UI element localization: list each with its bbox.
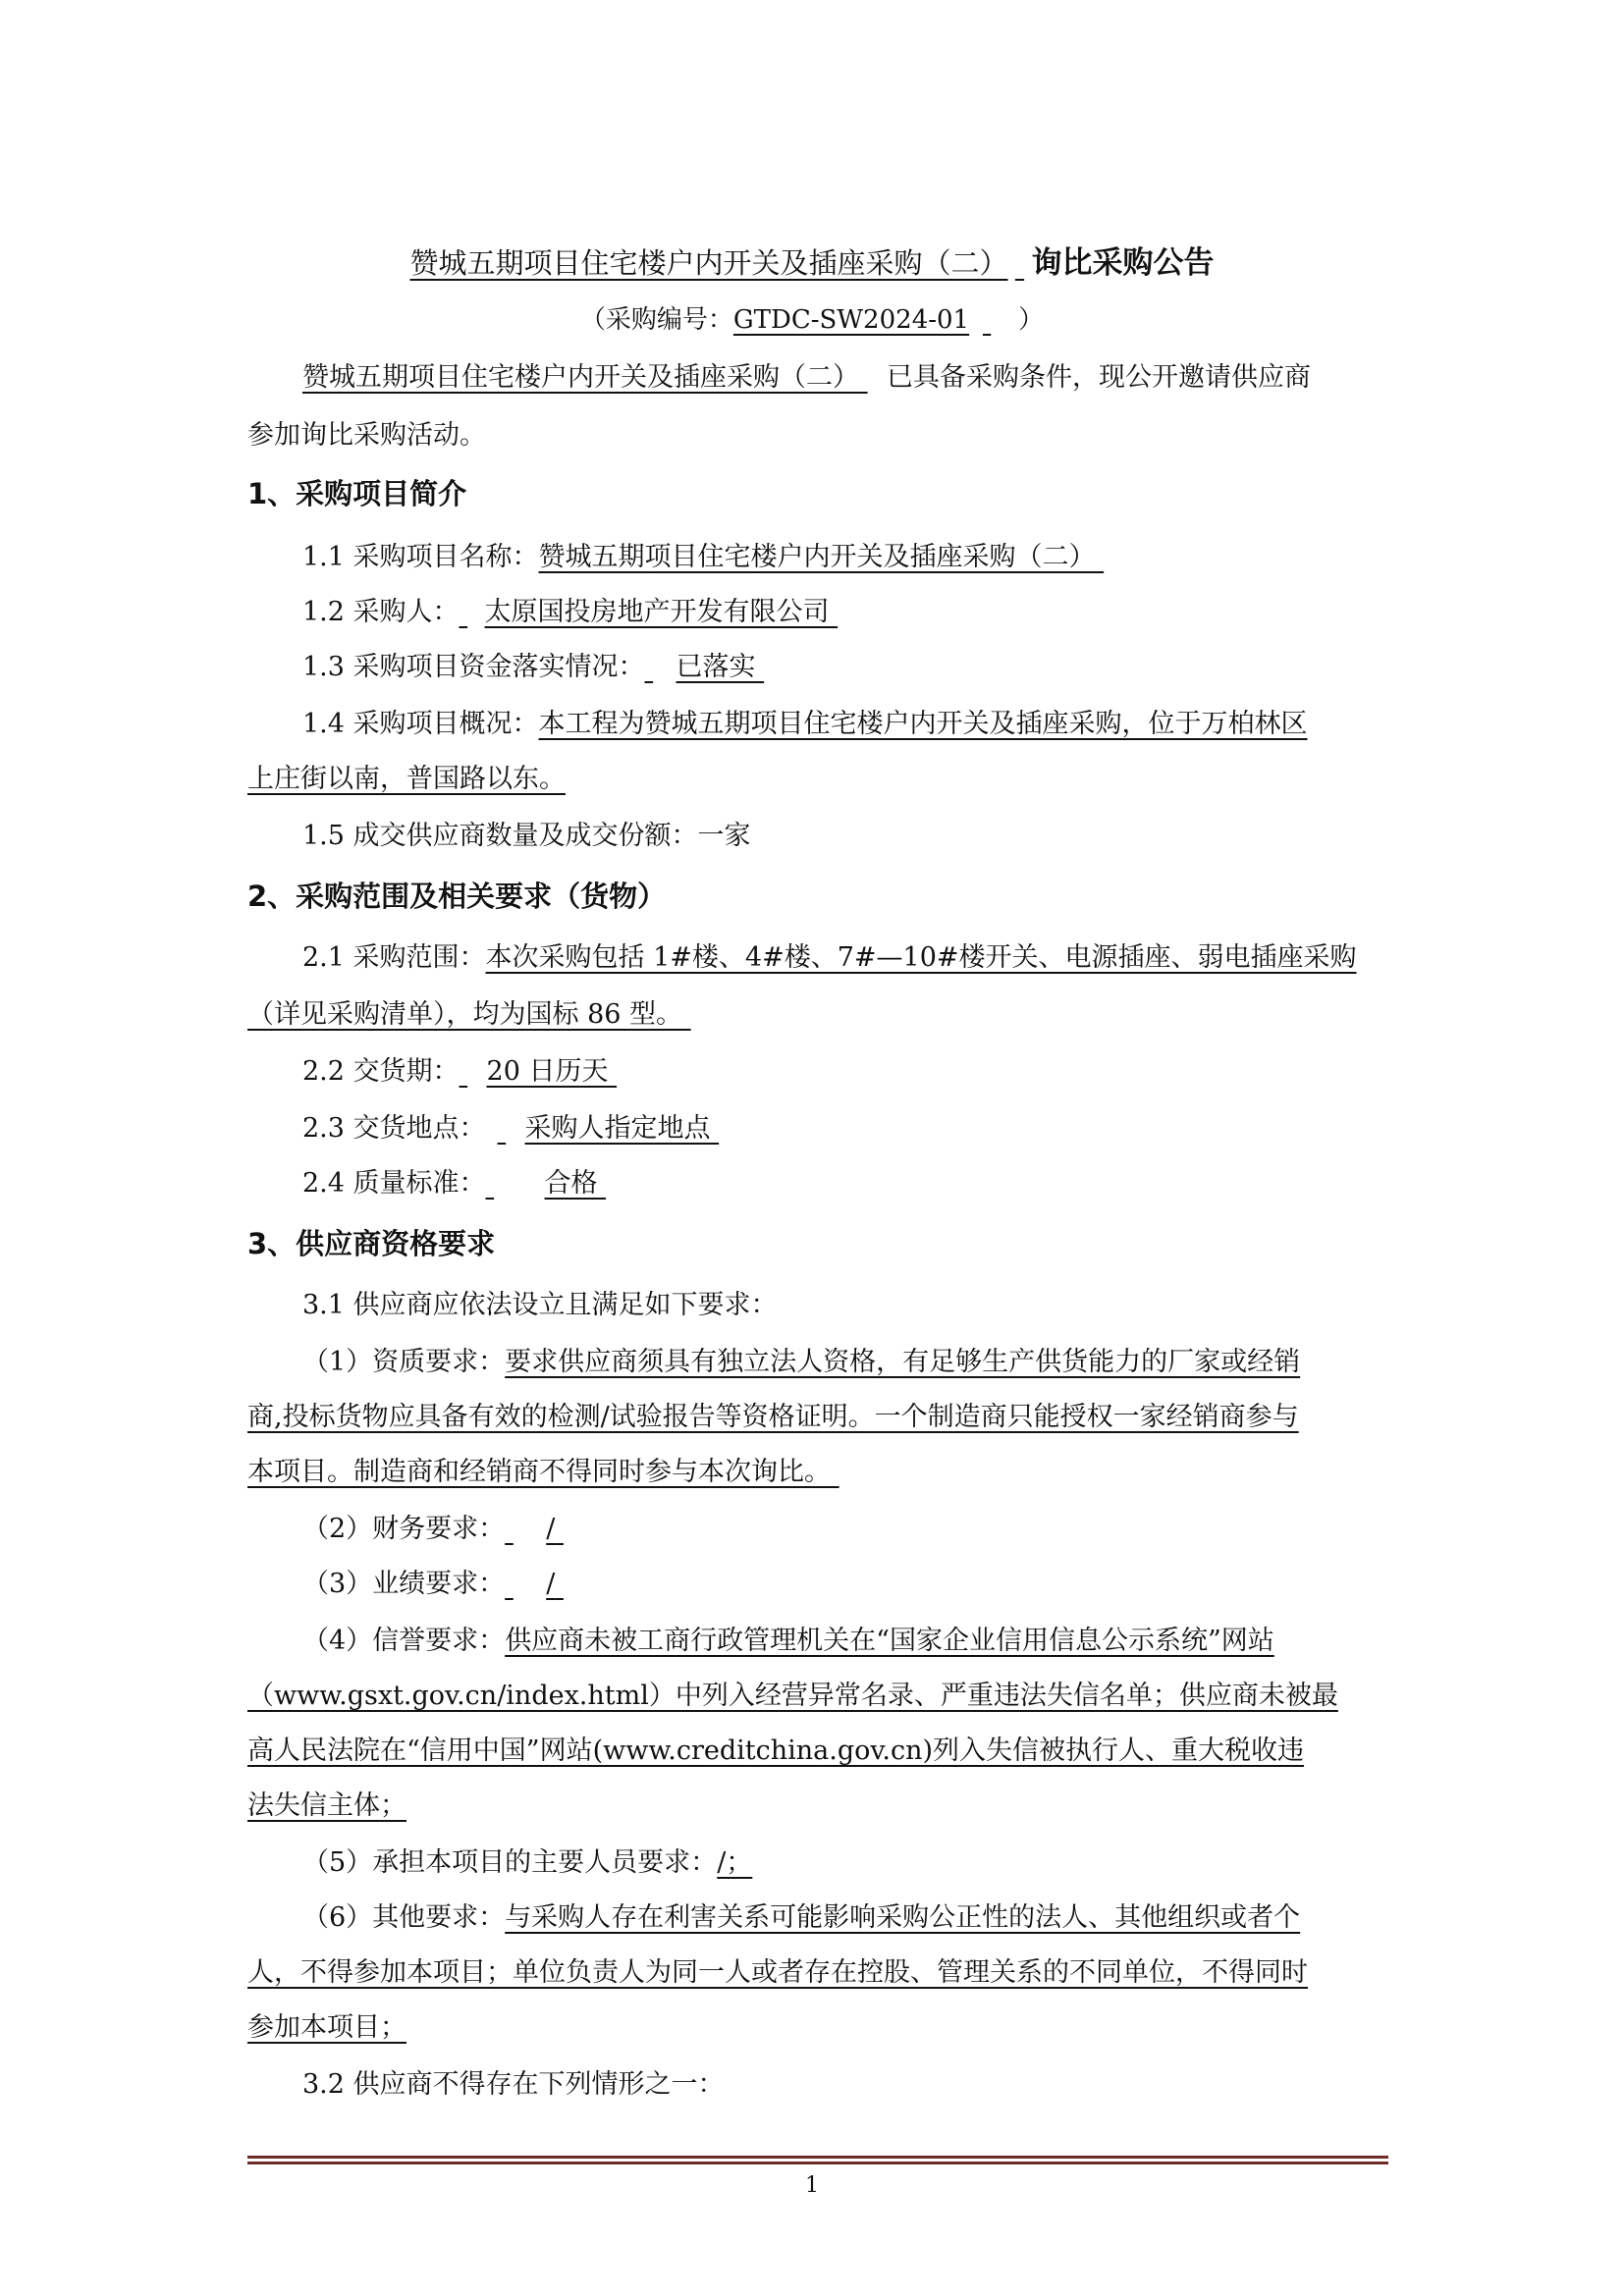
section1-heading: 1、采购项目简介 [247, 477, 467, 510]
req-3: （3）业绩要求： / [302, 1569, 556, 1599]
item-1-2: 1.2 采购人： 太原国投房地产开发有限公司 [302, 597, 830, 627]
item-2-2: 2.2 交货期： 20 日历天 [302, 1056, 609, 1087]
req-4-cont-2: 高人民法院在“信用中国”网站(www.creditchina.gov.cn)列入失信被执行人、重大税收违 [247, 1735, 1305, 1766]
req-2: （2）财务要求： / [302, 1514, 556, 1544]
req-1: （1）资质要求：要求供应商须具有独立法人资格，有足够生产供货能力的厂家或经销 [302, 1347, 1301, 1377]
intro-paragraph-cont: 参加询比采购活动。 [247, 420, 486, 451]
item-2-1: 2.1 采购范围：本次采购包括 1#楼、4#楼、7#—10#楼开关、电源插座、弱电插座采购 [302, 942, 1357, 973]
req-1-cont-2: 本项目。制造商和经销商不得同时参与本次询比。 [247, 1457, 831, 1487]
title-project-name: 赞城五期项目住宅楼户内开关及插座采购（二） [409, 246, 1008, 280]
req-5: （5）承担本项目的主要人员要求：/； [302, 1847, 753, 1878]
intro-paragraph: 赞城五期项目住宅楼户内开关及插座采购（二） 已具备采购条件，现公开邀请供应商 [302, 362, 1311, 393]
title-suffix: 询比采购公告 [1031, 245, 1215, 281]
item-2-1-cont: （详见采购清单），均为国标 86 型。 [247, 999, 683, 1030]
item-2-4: 2.4 质量标准： 合格 [302, 1168, 598, 1199]
footer-rule-secondary [247, 2162, 1388, 2164]
document-title [0, 241, 1624, 285]
req-4-cont-1: （www.gsxt.gov.cn/index.html）中列入经营异常名录、严重违法失信名单；供应商未被最 [247, 1681, 1338, 1711]
item-1-5: 1.5 成交供应商数量及成交份额：一家 [302, 821, 751, 851]
section2-heading: 2、采购范围及相关要求（货物） [247, 880, 667, 913]
procurement-number: （采购编号：GTDC-SW2024-01 ） [579, 305, 1045, 335]
item-3-2: 3.2 供应商不得存在下列情形之一： [302, 2069, 725, 2100]
item-2-3: 2.3 交货地点： 采购人指定地点 [302, 1113, 711, 1144]
item-1-3: 1.3 采购项目资金落实情况： 已落实 [302, 652, 756, 682]
item-1-4: 1.4 采购项目概况：本工程为赞城五期项目住宅楼户内开关及插座采购，位于万柏林区 [302, 709, 1308, 739]
item-1-4-cont: 上庄街以南，普国路以东。 [247, 764, 566, 794]
req-1-cont-1: 商,投标货物应具备有效的检测/试验报告等资格证明。一个制造商只能授权一家经销商参与 [247, 1402, 1299, 1432]
item-1-1: 1.1 采购项目名称：赞城五期项目住宅楼户内开关及插座采购（二） [302, 542, 1096, 572]
req-6-cont-1: 人，不得参加本项目；单位负责人为同一人或者存在控股、管理关系的不同单位，不得同时 [247, 1957, 1308, 1988]
procurement-code: GTDC-SW2024-01 [732, 305, 970, 335]
req-4: （4）信誉要求：供应商未被工商行政管理机关在“国家企业信用信息公示系统”网站 [302, 1626, 1274, 1656]
req-6-cont-2: 参加本项目； [247, 2012, 406, 2043]
section3-heading: 3、供应商资格要求 [247, 1227, 496, 1260]
item-3-1: 3.1 供应商应依法设立且满足如下要求： [302, 1290, 778, 1320]
intro-project-name: 赞城五期项目住宅楼户内开关及插座采购（二） [302, 362, 859, 393]
req-6: （6）其他要求：与采购人存在利害关系可能影响采购公正性的法人、其他组织或者个 [302, 1902, 1301, 1933]
req-4-cont-3: 法失信主体； [247, 1790, 406, 1821]
footer-rule [247, 2156, 1388, 2159]
page-number: 1 [805, 2173, 819, 2198]
